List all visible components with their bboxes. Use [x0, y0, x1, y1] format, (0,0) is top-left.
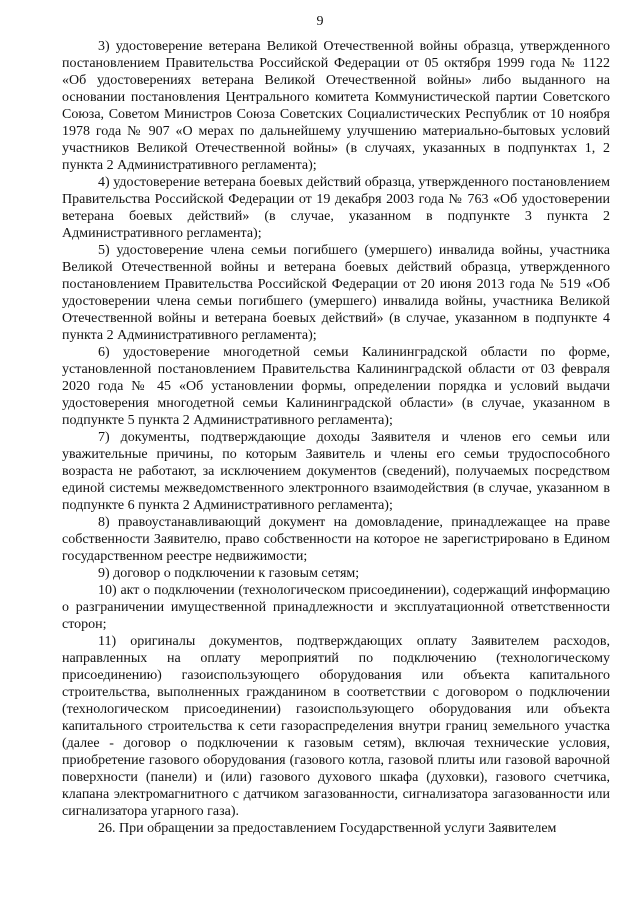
- paragraph-item-5: 5) удостоверение члена семьи погибшего (умершего) инвалида войны, участника Великой Отечественной войны и ветерана боевых действий образца, утвержденного постановлением Правительства Российской Федерации от 20 июня 2013 года № 519 «Об удостоверении члена семьи погибшего (умершего) инвалида войны, участника Великой Отечественной войны и ветерана боевых действий» (в случае, указанном в подпункте 4 пункта 2 Административного регламента);: [62, 243, 610, 343]
- page-number: 9: [316, 14, 324, 29]
- paragraph-item-4: 4) удостоверение ветерана боевых действий образца, утвержденного постановлением Правительства Российской Федерации от 19 декабря 2003 года № 763 «Об удостоверении ветерана боевых действий» (в случае, указанном в подпункте 3 пункта 2 Административного регламента);: [62, 175, 610, 241]
- paragraph-item-6: 6) удостоверение многодетной семьи Калининградской области по форме, установленной постановлением Правительства Калининградской области от 03 февраля 2020 года № 45 «Об установлении формы, определении порядка и условий выдачи удостоверения многодетной семьи Калининградской области» (в случае, указанном в подпункте 5 пункта 2 Административного регламента);: [62, 345, 610, 428]
- paragraph-item-3: 3) удостоверение ветерана Великой Отечественной войны образца, утвержденного постановлением Правительства Российской Федерации от 05 октября 1999 года № 1122 «Об удостоверениях ветерана Великой Отечественной войны» либо выданного на основании постановления Центрального комитета Коммунистической партии Советского Союза, Советом Министров Союза Советских Социалистических Республик от 10 ноября 1978 года № 907 «О мерах по дальнейшему улучшению материально-бытовых условий участников Великой Отечественной войны» (в случаях, указанных в подпунктах 1, 2 пункта 2 Административного регламента);: [62, 39, 610, 173]
- paragraph-item-11: 11) оригиналы документов, подтверждающих оплату Заявителем расходов, направленных на оплату мероприятий по подключению (технологическому присоединению) газоиспользующего оборудования или объекта капитального строительства, выполненных гражданином в соответствии с договором о подключении (технологическом присоединении) газоиспользующего оборудования или объекта капитального строительства к сети газораспределения внутри границ земельного участка (далее - договор о подключении к газовым сетям), включая технические условия, приобретение газового оборудования (газового котла, газовой плиты или газовой варочной поверхности (панели) и (или) газового духового шкафа (духовки), газового счетчика, клапана электромагнитного с датчиком загазованности, сигнализатора загазованности или сигнализатора угарного газа).: [62, 634, 610, 819]
- paragraph-item-10: 10) акт о подключении (технологическом присоединении), содержащий информацию о разграничении имущественной принадлежности и эксплуатационной ответственности сторон;: [62, 583, 610, 632]
- document-body: [62, 38, 610, 837]
- paragraph-section-26: 26. При обращении за предоставлением Государственной услуги Заявителем: [98, 821, 557, 836]
- paragraph-item-8: 8) правоустанавливающий документ на домовладение, принадлежащее на праве собственности Заявителю, право собственности на которое не зарегистрировано в Едином государственном реестре недвижимости;: [62, 515, 610, 564]
- paragraph-item-9: 9) договор о подключении к газовым сетям;: [98, 566, 360, 581]
- paragraph-item-7: 7) документы, подтверждающие доходы Заявителя и членов его семьи или уважительные причины, по которым Заявитель и члены его семьи трудоспособного возраста не работают, за исключением документов (сведений), получаемых посредством единой системы межведомственного электронного взаимодействия (в случае, указанном в подпункте 6 пункта 2 Административного регламента);: [62, 430, 610, 513]
